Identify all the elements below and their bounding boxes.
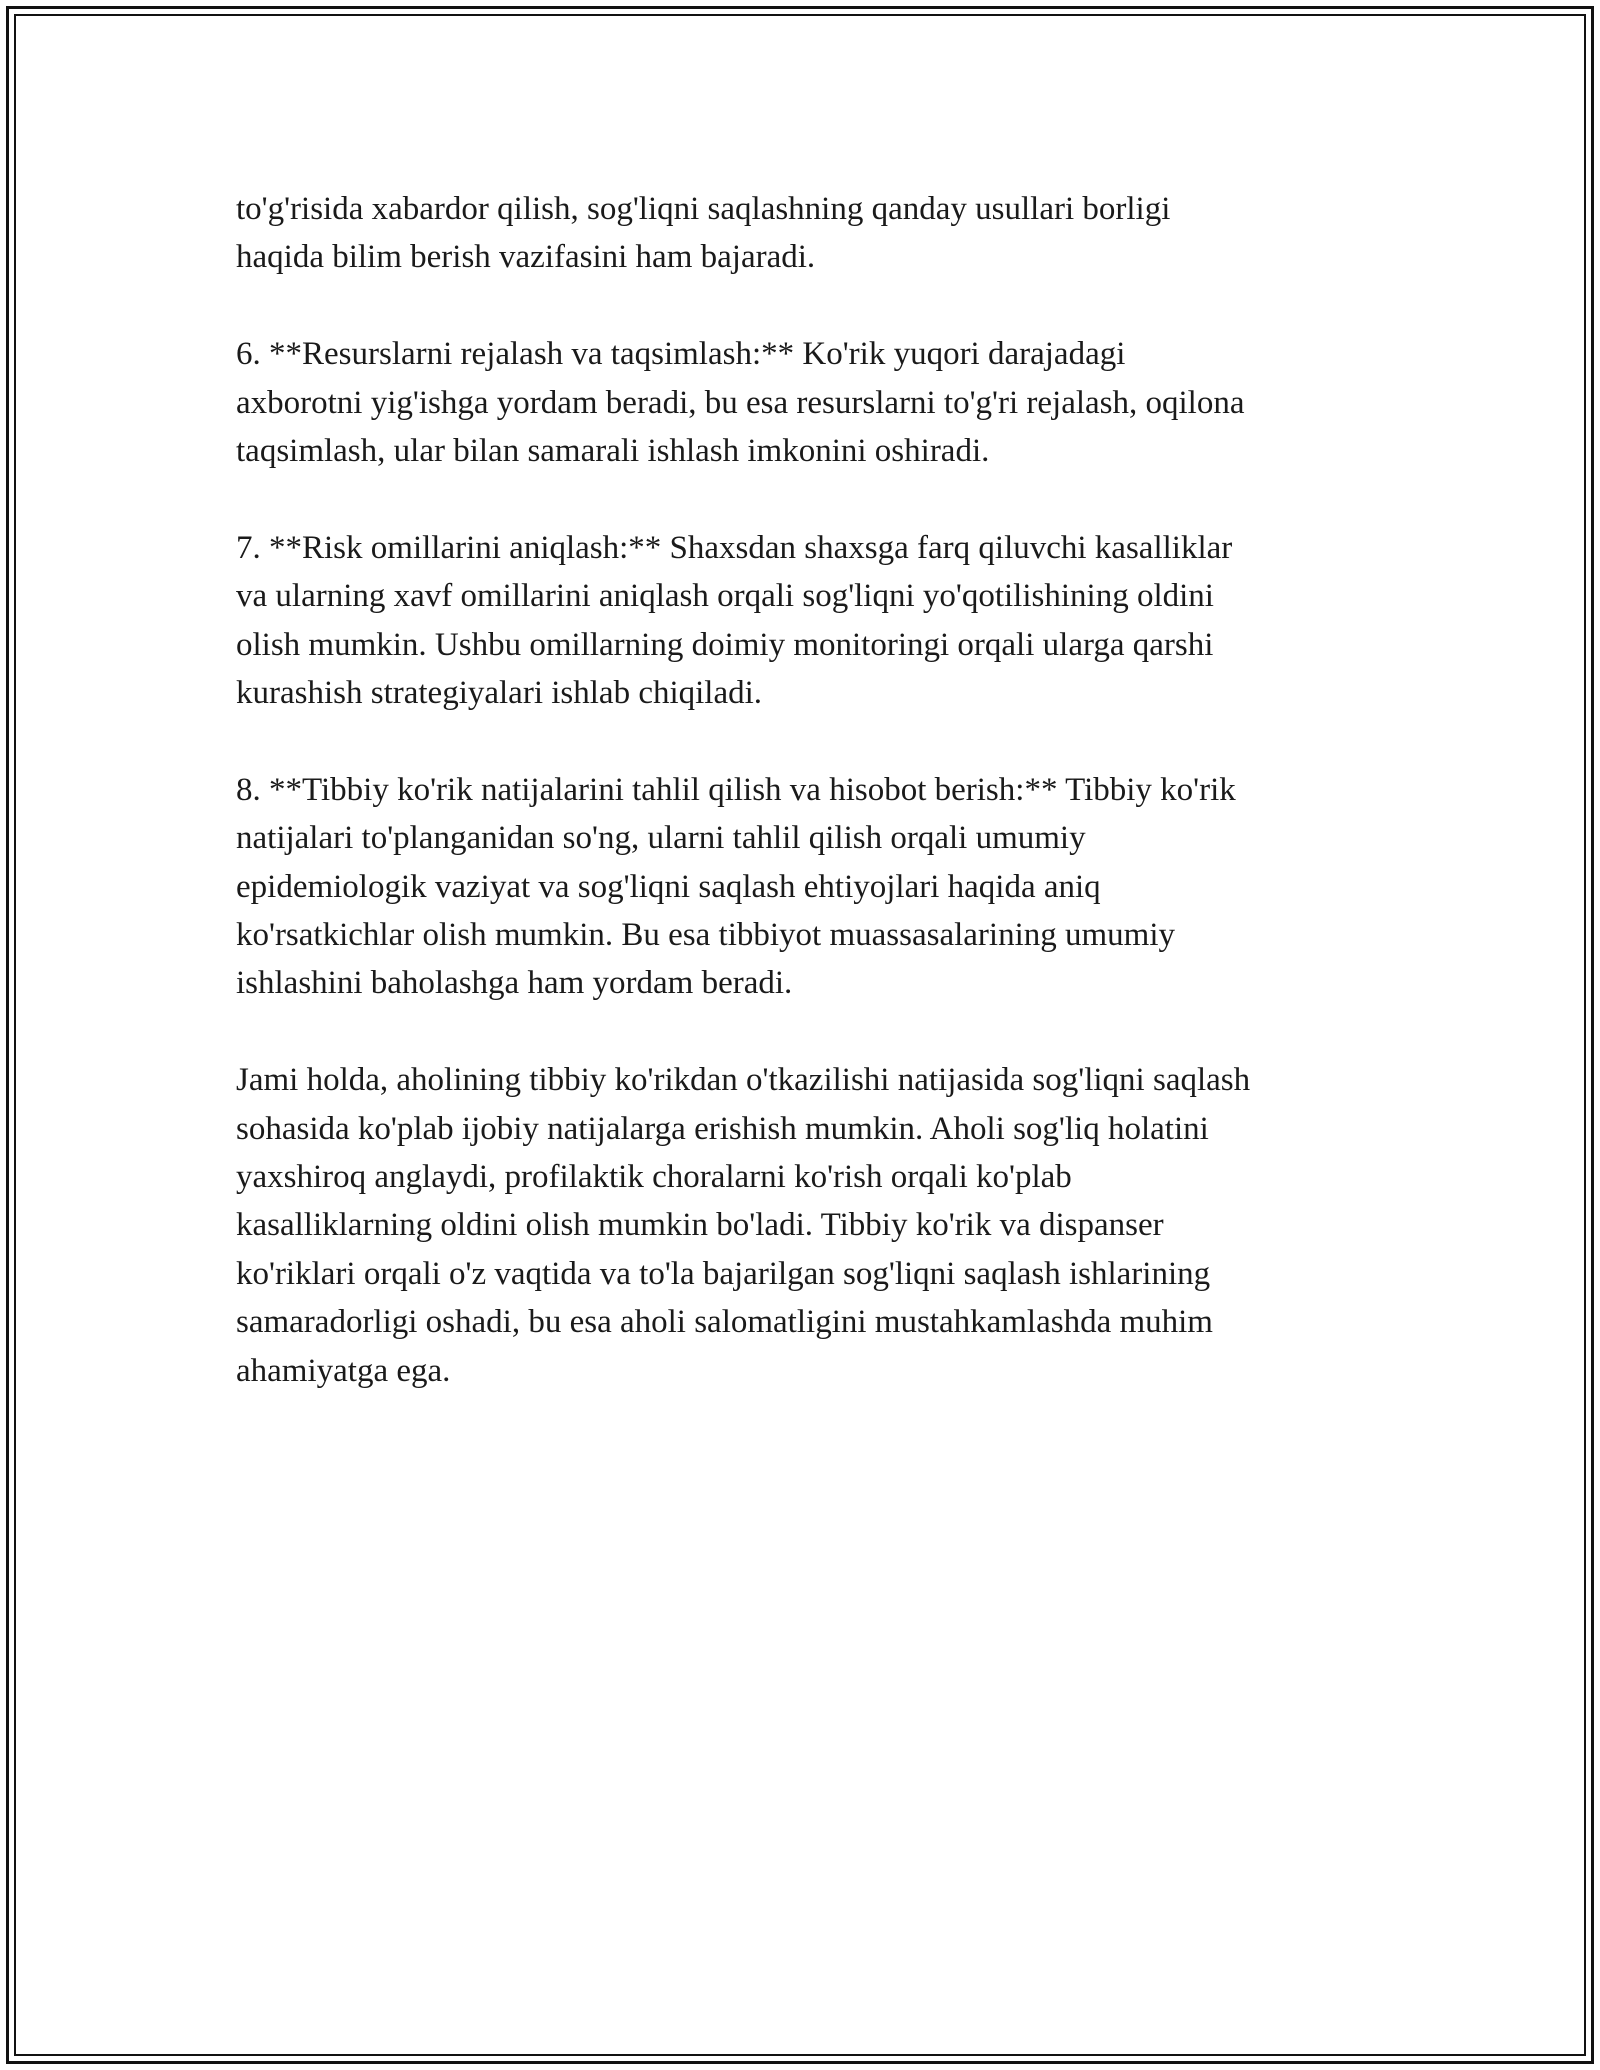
paragraph-conclusion (236, 1056, 1386, 1395)
text-line: to'g'risida xabardor qilish, sog'liqni saqlashning qanday usullari borligi (236, 191, 1171, 227)
document-body (236, 185, 1386, 1395)
paragraph-item-6 (236, 330, 1386, 475)
text-line: epidemiologik vaziyat va sog'liqni saqlash ehtiyojlari haqida aniq (236, 868, 1101, 905)
text-line: va ularning xavf omillarini aniqlash orqali sog'liqni yo'qotilishining oldini (236, 578, 1214, 615)
text-line: Jami holda, aholining tibbiy ko'rikdan o'tkazilishi natijasida sog'liqni saqlash (236, 1062, 1251, 1099)
text-line: samaradorligi oshadi, bu esa aholi salomatligini mustahkamlashda muhim (236, 1304, 1213, 1341)
text-line: ko'rsatkichlar olish mumkin. Bu esa tibbiyot muassasalarining umumiy (236, 917, 1176, 954)
text-line: sohasida ko'plab ijobiy natijalarga erishish mumkin. Aholi sog'liq holatini (236, 1110, 1209, 1147)
text-line: yaxshiroq anglaydi, profilaktik choralarni ko'rish orqali ko'plab (236, 1159, 1072, 1196)
text-line: ahamiyatga ega. (236, 1352, 451, 1389)
text-line: olish mumkin. Ushbu omillarning doimiy monitoringi orqali ularga qarshi (236, 626, 1214, 663)
text-line: axborotni yig'ishga yordam beradi, bu esa resurslarni to'g'ri rejalash, oqilona (236, 384, 1245, 421)
text-line: 7. **Risk omillarini aniqlash:** Shaxsdan shaxsga farq qiluvchi kasalliklar (236, 529, 1233, 566)
text-line: 8. **Tibbiy ko'rik natijalarini tahlil qilish va hisobot berish:** Tibbiy ko'rik (236, 771, 1236, 808)
paragraph-continuation (236, 185, 1386, 282)
text-line: kasalliklarning oldini olish mumkin bo'ladi. Tibbiy ko'rik va dispanser (236, 1207, 1164, 1244)
text-line: 6. **Resurslarni rejalash va taqsimlash:** Ko'rik yuqori darajadagi (236, 336, 1126, 373)
text-line: ko'riklari orqali o'z vaqtida va to'la bajarilgan sog'liqni saqlash ishlarining (236, 1255, 1211, 1292)
text-line: haqida bilim berish vazifasini ham bajaradi. (236, 239, 816, 276)
text-line: natijalari to'planganidan so'ng, ularni tahlil qilish orqali umumiy (236, 820, 1086, 857)
paragraph-item-7 (236, 524, 1386, 718)
paragraph-item-8 (236, 766, 1386, 1008)
text-line: taqsimlash, ular bilan samarali ishlash imkonini oshiradi. (236, 433, 990, 470)
text-line: kurashish strategiyalari ishlab chiqiladi. (236, 675, 763, 712)
text-line: ishlashini baholashga ham yordam beradi. (236, 965, 793, 1002)
